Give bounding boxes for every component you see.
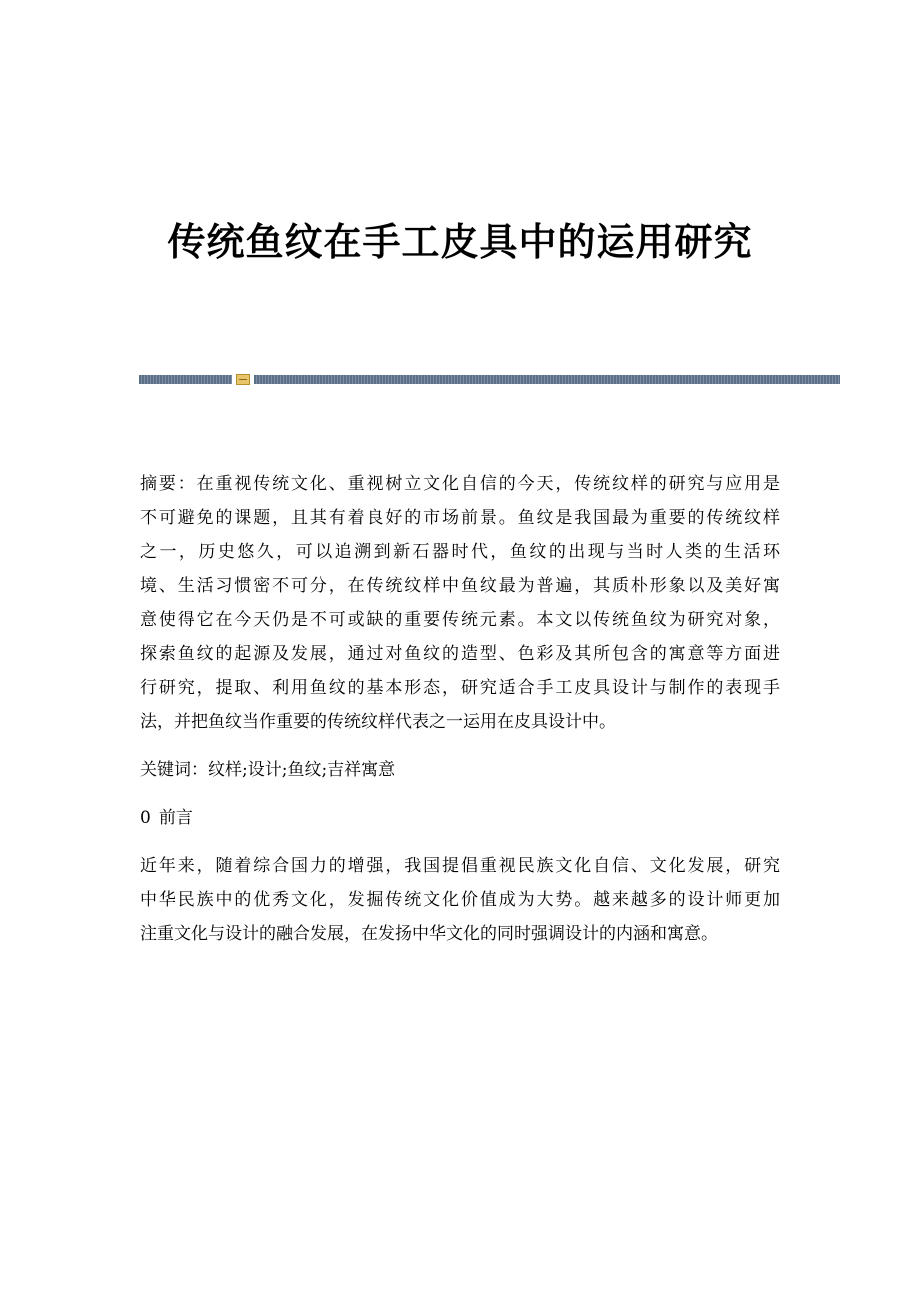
abstract-line: 探索鱼纹的起源及发展，通过对鱼纹的造型、色彩及其所包含的寓意等方面进 [140,644,780,664]
abstract-line: 法，并把鱼纹当作重要的传统纹样代表之一运用在皮具设计中。 [140,712,616,732]
abstract-line: 之一，历史悠久，可以追溯到新石器时代，鱼纹的出现与当时人类的生活环 [140,542,780,562]
intro-paragraph [140,849,780,951]
document-body [140,467,780,951]
divider-bar-left [139,375,232,384]
section-title: 前言 [158,808,193,828]
intro-line: 中华民族中的优秀文化，发掘传统文化价值成为大势。越来越多的设计师更加 [140,890,780,910]
intro-line: 近年来，随着综合国力的增强，我国提倡重视民族文化自信、文化发展，研究 [140,856,780,876]
intro-line: 注重文化与设计的融合发展，在发扬中华文化的同时强调设计的内涵和寓意。 [140,924,718,944]
keywords-line: 关键词：纹样;设计;鱼纹;吉祥寓意 [140,760,396,780]
document-title: 传统鱼纹在手工皮具中的运用研究 [167,219,753,264]
abstract-line: 行研究，提取、利用鱼纹的基本形态，研究适合手工皮具设计与制作的表现手 [140,678,780,698]
divider-bar-right [254,375,840,384]
abstract-line: 摘要：在重视传统文化、重视树立文化自信的今天，传统纹样的研究与应用是 [140,474,780,494]
abstract-line: 不可避免的课题，且其有着良好的市场前景。鱼纹是我国最为重要的传统纹样 [140,508,780,528]
abstract-line: 意使得它在今天仍是不可或缺的重要传统元素。本文以传统鱼纹为研究对象， [140,610,780,630]
abstract-line: 境、生活习惯密不可分，在传统纹样中鱼纹最为普遍，其质朴形象以及美好寓 [140,576,780,596]
divider-ornament-icon [236,374,250,385]
title-divider [139,375,840,384]
section-heading [140,801,780,835]
abstract-paragraph [140,467,780,739]
section-number: 0 [140,808,151,828]
